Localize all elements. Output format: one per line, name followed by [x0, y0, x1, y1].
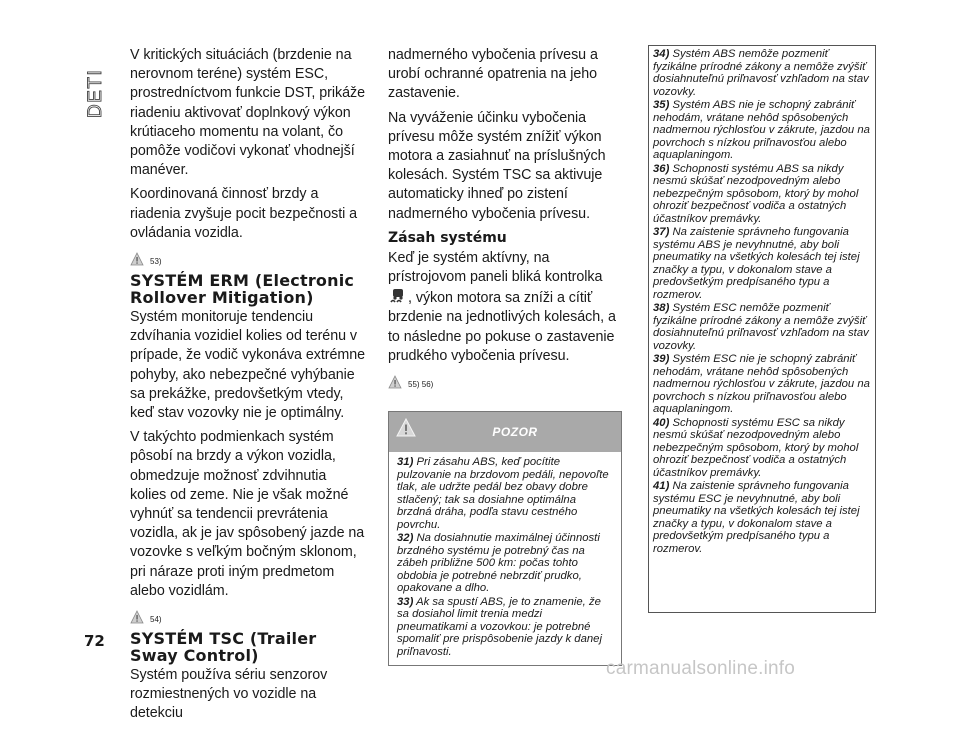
intervention-paragraph [388, 249, 622, 366]
note-number: 35) [653, 99, 670, 111]
middle-column [388, 46, 622, 666]
note-number: 41) [653, 480, 670, 492]
note-item [397, 456, 611, 531]
note-number: 31) [397, 456, 414, 469]
warning-reference [130, 248, 366, 266]
note-text: Na zaistenie správneho fungovania systému ESC je nevyhnutné, aby boli pneumatiky na všetkých kolesách tej istej značky a typu, v dokonalom stave a predovšetkým predpísaného typu a rozmerov. [653, 480, 860, 555]
caution-box [388, 411, 622, 666]
tsc-continued-paragraph: nadmerného vybočenia prívesu a urobí ochranné opatrenia na jeho zastavenie. [388, 47, 598, 102]
note-text: Ak sa spustí ABS, je to znamenie, že sa dosiahol limit trenia medzi pneumatikami a vozovkou: je potrebné spomaliť pre prispôsobenie jazdy k danej priľnavosti. [397, 595, 602, 658]
caution-triangle-icon [395, 417, 417, 439]
right-notes-box [648, 45, 876, 613]
note-item [397, 596, 611, 659]
note-text: Systém ESC nemôže pozmeniť fyzikálne prírodné zákony a nemôže zvýšiť dosiahnuteľnú priľnavosť vzhľadom na stav vozovky. [653, 302, 869, 352]
left-column [130, 46, 366, 729]
page-number: 72 [84, 632, 105, 650]
intervention-text-start: Keď je systém aktívny, na prístrojovom paneli bliká kontrolka [388, 249, 603, 286]
caution-header [389, 412, 621, 452]
svg-text:DETI: DETI [85, 68, 106, 118]
note-text: Pri zásahu ABS, keď pocítite pulzovanie na brzdovom pedáli, nepovoľte tlak, ale udržte pedál bez obavy dobre stlačený; tak sa dosiahne optimálna brzdná dráha, podľa stavu cestného povrchu. [397, 456, 609, 531]
warning-reference [388, 371, 622, 389]
side-tab-label [84, 60, 106, 120]
note-number: 40) [653, 416, 670, 429]
note-number: 37) [653, 226, 670, 238]
warning-reference [130, 606, 366, 624]
watermark-text: carmanualsonline.info [606, 658, 796, 679]
note-text: Na zaistenie správneho fungovania systému ABS je nevyhnutné, aby boli pneumatiky na všetkých kolesách tej istej značky a typu, v dokonalom stave a predovšetkým predpísaného typu a rozmerov. [653, 226, 860, 301]
note-text: Systém ESC nie je schopný zabrániť nehodám, vrátane nehôd spôsobených nadmernou rýchlosťou v zákrute, jazdou na povrchoch s nízkou priľnavosťou alebo aquaplaningom. [653, 353, 870, 415]
note-number: 33) [397, 595, 414, 608]
erm-heading: SYSTÉM ERM (Electronic Rollover Mitigation) [130, 271, 355, 308]
note-item [653, 417, 871, 480]
note-item [397, 532, 611, 595]
warning-triangle-icon [388, 375, 402, 389]
note-item [653, 163, 871, 226]
note-item [653, 302, 871, 352]
esc-warning-light-icon [388, 287, 408, 305]
warning-triangle-icon [130, 610, 144, 624]
note-item [653, 353, 871, 416]
note-number: 32) [397, 532, 414, 545]
note-text: Systém ABS nemôže pozmeniť fyzikálne prírodné zákony a nemôže zvýšiť dosiahnuteľnú priľnavosť vzhľadom na stav vozovky. [653, 48, 869, 98]
note-text: Systém ABS nie je schopný zabrániť nehodám, vrátane nehôd spôsobených nadmernou rýchlosťou v zákrute, jazdou na povrchoch s nízkou priľnavosťou alebo aquaplaningom. [653, 99, 870, 161]
intervention-heading: Zásah systému [388, 229, 507, 246]
note-number: 38) [653, 302, 670, 314]
reference-number: 54) [150, 615, 162, 625]
note-item [653, 226, 871, 301]
section-side-tab [84, 60, 106, 120]
tsc-paragraph: Systém používa sériu senzorov rozmiestnených vo vozidle na detekciu [130, 667, 328, 722]
note-number: 34) [653, 48, 670, 60]
erm-paragraph-2: V takýchto podmienkach systém pôsobí na brzdy a výkon vozidla, obmedzuje možnosť zdvihnutia kolies od zeme. Nie je však možné vyhnúť sa tendencii prevrátenia vozidla, ak je jav spôsobený jazde na vozovke s veľkým bočným sklonom, pri náraze proti iným predmetom alebo vozidlám. [130, 429, 365, 599]
tsc-heading: SYSTÉM TSC (Trailer Sway Control) [130, 629, 317, 666]
tsc-balance-paragraph: Na vyváženie účinku vybočenia prívesu môže systém znížiť výkon motora a zasiahnuť na príslušných kolesách. Systém TSC sa aktivuje automaticky ihneď po zistení nadmerného vybočenia prívesu. [388, 109, 606, 222]
note-item [653, 99, 871, 162]
erm-paragraph-1: Systém monitoruje tendenciu zdvíhania vozidiel kolies od terénu v prípade, že vodič vykonáva extrémne pohyby, ako nebezpečné vyhýbanie sa prekážke, predovšetkým vtedy, keď stav vozovky nie je optimálny. [130, 309, 366, 422]
caution-title: POZOR [492, 425, 538, 440]
caution-notes [389, 452, 621, 665]
warning-triangle-icon [130, 252, 144, 266]
note-text: Na dosiahnutie maximálnej účinnosti brzdného systému je potrebný čas na zábeh približne 500 km: počas tohto obdobia je potrebné nebrzdiť prudko, opakovane a dlho. [397, 532, 600, 595]
intervention-text-end: , výkon motora sa zníži a cítiť brzdenie na jednotlivých kolesách, a to následne po pokuse o zastavenie prudkého vybočenia prívesu. [388, 290, 616, 364]
reference-number: 53) [150, 257, 162, 267]
dst-paragraph: V kritických situáciách (brzdenie na nerovnom teréne) systém ESC, prostredníctvom funkcie DST, prikáže riadeniu aktivovať doplnkový výkon krútiaceho momentu na volant, čo pomôže vodičovi vykonať vhodnejší manéver. [130, 47, 365, 179]
note-item [653, 480, 871, 555]
reference-number: 55) 56) [408, 380, 434, 390]
note-number: 39) [653, 353, 670, 365]
coordination-paragraph: Koordinovaná činnosť brzdy a riadenia zvyšuje pocit bezpečnosti a ovládania vozidla. [130, 186, 358, 241]
note-text: Schopnosti systému ESC sa nikdy nesmú skúšať nezodpovedným alebo nebezpečným spôsobom, ktorý by mohol ohroziť bezpečnosť vodiča a ostatných účastníkov premávky. [653, 416, 859, 479]
note-number: 36) [653, 162, 670, 175]
note-text: Schopnosti systému ABS sa nikdy nesmú skúšať nezodpovedným alebo nebezpečným spôsobom, ktorý by mohol ohroziť bezpečnosť vodiča a ostatných účastníkov premávky. [653, 162, 859, 225]
note-item [653, 48, 871, 98]
